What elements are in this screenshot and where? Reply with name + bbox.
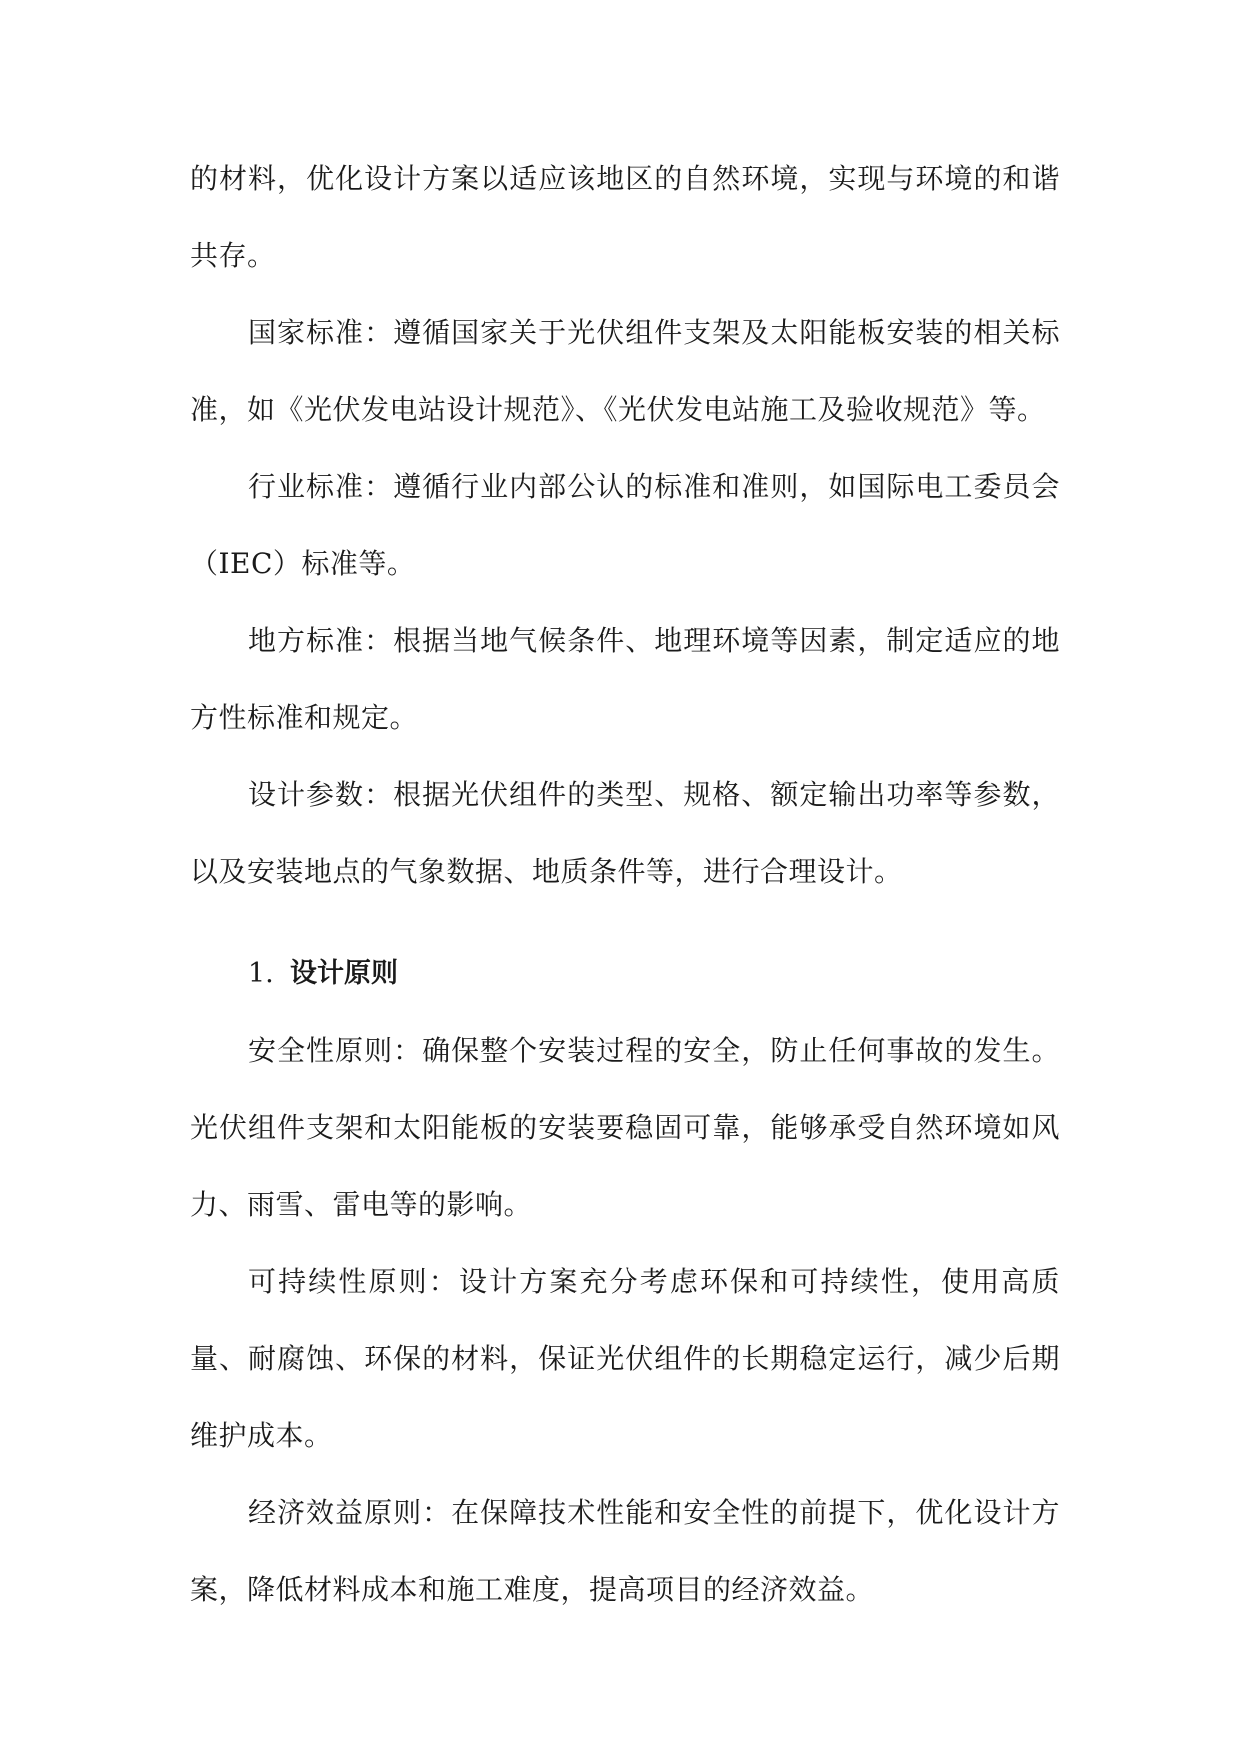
paragraph-economic-principle: 经济效益原则：在保障技术性能和安全性的前提下，优化设计方案，降低材料成本和施工难度，提高项目的经济效益。 [190,1496,1060,1606]
paragraph-sustainability-principle: 可持续性原则：设计方案充分考虑环保和可持续性，使用高质量、耐腐蚀、环保的材料，保证光伏组件的长期稳定运行，减少后期维护成本。 [190,1265,1060,1452]
paragraph-national-standard: 国家标准：遵循国家关于光伏组件支架及太阳能板安装的相关标准，如《光伏发电站设计规范》、《光伏发电站施工及验收规范》等。 [190,316,1060,426]
section-heading [190,935,1060,1012]
section-title: 设计原则 [290,958,398,989]
paragraph-local-standard: 地方标准：根据当地气候条件、地理环境等因素，制定适应的地方性标准和规定。 [190,624,1060,734]
document-page [190,140,1060,1628]
section-number: 1. [248,958,274,989]
paragraph-design-parameters: 设计参数：根据光伏组件的类型、规格、额定输出功率等参数，以及安装地点的气象数据、地质条件等，进行合理设计。 [190,778,1060,888]
paragraph-industry-standard: 行业标准：遵循行业内部公认的标准和准则，如国际电工委员会（IEC）标准等。 [190,470,1060,580]
paragraph-safety-principle: 安全性原则：确保整个安装过程的安全，防止任何事故的发生。光伏组件支架和太阳能板的安装要稳固可靠，能够承受自然环境如风力、雨雪、雷电等的影响。 [190,1034,1060,1221]
paragraph-materials-continuation: 的材料，优化设计方案以适应该地区的自然环境，实现与环境的和谐共存。 [190,162,1060,272]
